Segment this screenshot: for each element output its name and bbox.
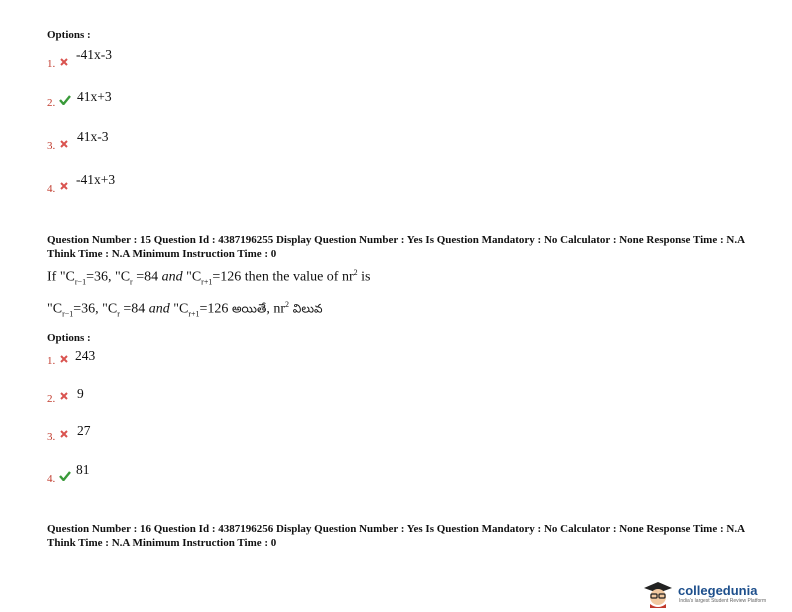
option-number: 4.: [47, 183, 56, 195]
options-label: Options :: [47, 332, 91, 344]
cross-icon: [60, 182, 68, 190]
option-number: 2.: [47, 97, 56, 109]
question-header: Question Number : 15 Question Id : 4387196255 Display Question Number : Yes Is Question Mandatory : No Calculator : None Response Time : N.A Think Time : N.A Minimum Instruction Time : 0: [47, 234, 745, 260]
option-text: 81: [76, 462, 90, 477]
option-number: 3.: [47, 431, 56, 443]
option-text: -41x+3: [76, 172, 116, 187]
option-number: 4.: [47, 473, 56, 485]
option-text: 41x-3: [77, 129, 109, 144]
cross-icon: [60, 355, 68, 363]
logo-tagline: India's largest Student Review Platform: [679, 598, 767, 604]
question-header: Question Number : 16 Question Id : 4387196256 Display Question Number : Yes Is Question Mandatory : No Calculator : None Response Time : N.A Think Time : N.A Minimum Instruction Time : 0: [47, 523, 745, 549]
option-text: 9: [77, 386, 84, 401]
option-text: 41x+3: [77, 89, 112, 104]
option-text: 243: [75, 348, 96, 363]
check-icon: [59, 471, 71, 481]
cross-icon: [60, 430, 68, 438]
check-icon: [59, 95, 71, 105]
option-text: -41x-3: [76, 47, 112, 62]
option-number: 1.: [47, 355, 56, 367]
cross-icon: [60, 140, 68, 148]
logo-name: collegedunia: [678, 583, 758, 598]
question-text-telugu: "$C_{r-1}=36$, "$C_r =84$ and "$C_{r+1}=126$ అయితే, $nr^2$ విలువ: [47, 300, 323, 319]
question-text-english: If "$C_{r-1}=36$, "$C_r =84$ and "$C_{r+1}=126$ then the value of $nr^2$ is: [47, 268, 371, 287]
collegedunia-logo: [640, 580, 785, 608]
graduate-mascot-icon: [640, 580, 676, 608]
option-text: 27: [77, 423, 91, 438]
option-number: 1.: [47, 58, 56, 70]
option-number: 3.: [47, 140, 56, 152]
cross-icon: [60, 392, 68, 400]
option-number: 2.: [47, 393, 56, 405]
cross-icon: [60, 58, 68, 66]
options-label: Options :: [47, 29, 91, 41]
